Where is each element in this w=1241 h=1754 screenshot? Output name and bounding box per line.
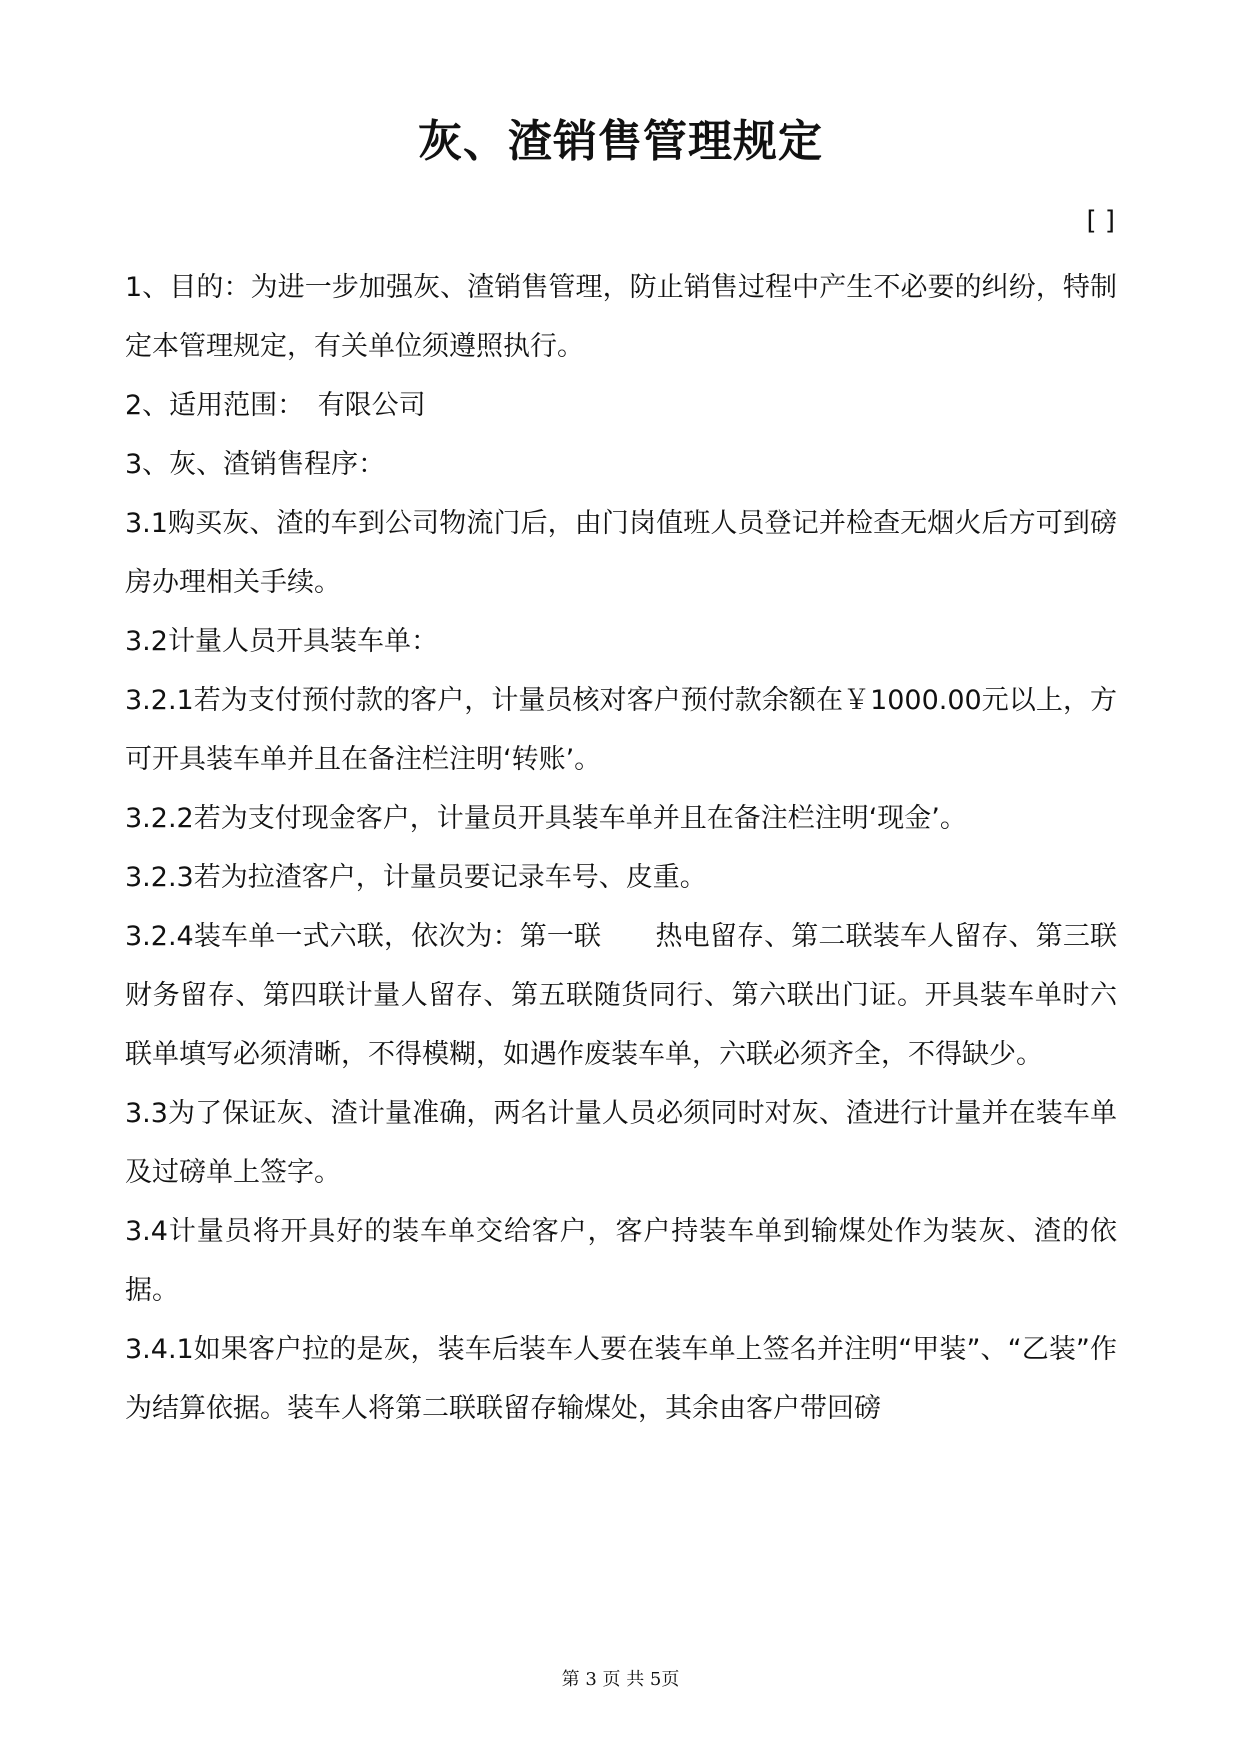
paragraph-3-2-1: 3.2.1若为支付预付款的客户，计量员核对客户预付款余额在￥1000.00元以上，方可开具装车单并且在备注栏注明‘转账’。 (125, 685, 1117, 775)
paragraph-3-2-3: 3.2.3若为拉渣客户，计量员要记录车号、皮重。 (125, 862, 707, 893)
paragraph-3-3: 3.3为了保证灰、渣计量准确，两名计量人员必须同时对灰、渣进行计量并在装车单及过磅单上签字。 (125, 1098, 1117, 1188)
paragraph-3-1: 3.1购买灰、渣的车到公司物流门后，由门岗值班人员登记并检查无烟火后方可到磅房办理相关手续。 (125, 508, 1117, 598)
paragraph-3-4: 3.4计量员将开具好的装车单交给客户，客户持装车单到输煤处作为装灰、渣的依据。 (125, 1216, 1117, 1306)
paragraph-purpose: 1、目的：为进一步加强灰、渣销售管理，防止销售过程中产生不必要的纠纷，特制定本管理规定，有关单位须遵照执行。 (125, 272, 1117, 362)
paragraph-scope: 2、适用范围： 有限公司 (125, 390, 426, 421)
paragraph-procedure-heading: 3、灰、渣销售程序： (125, 449, 386, 480)
paragraph-3-2-2: 3.2.2若为支付现金客户，计量员开具装车单并且在备注栏注明‘现金’。 (125, 803, 967, 834)
paragraph-3-2: 3.2计量人员开具装车单： (125, 626, 438, 657)
document-body (125, 258, 1117, 1438)
page-footer: 第 3 页 共 5页 (561, 1669, 680, 1690)
document-title: 灰、渣销售管理规定 (418, 116, 823, 167)
document-code: [ ] (1086, 206, 1115, 236)
paragraph-3-2-4: 3.2.4装车单一式六联，依次为：第一联 热电留存、第二联装车人留存、第三联财务留存、第四联计量人留存、第五联随货同行、第六联出门证。开具装车单时六联单填写必须清晰，不得模糊，如遇作废装车单，六联必须齐全，不得缺少。 (125, 921, 1117, 1070)
paragraph-3-4-1: 3.4.1如果客户拉的是灰，装车后装车人要在装车单上签名并注明“甲装”、“乙装”作为结算依据。装车人将第二联联留存输煤处，其余由客户带回磅 (125, 1334, 1117, 1424)
